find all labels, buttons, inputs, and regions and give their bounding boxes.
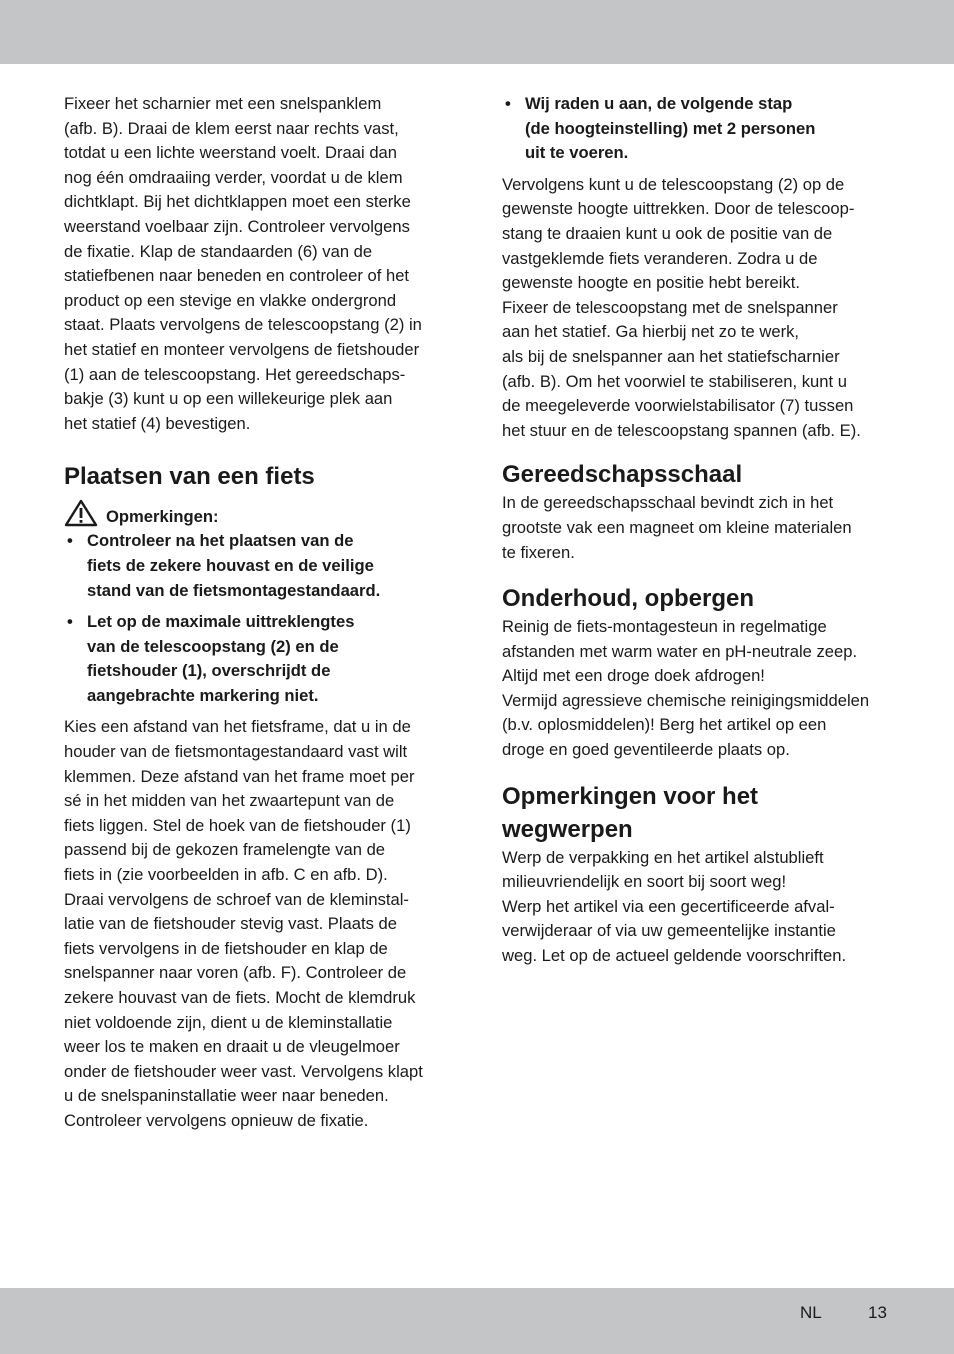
note-text: Let op de maximale uittreklengtes van de telescoopstang (2) en de fietshouder (1), overschrijdt de aangebrachte markering niet. [87, 612, 355, 705]
warning-icon [64, 499, 98, 527]
notes-label: Opmerkingen: [106, 506, 219, 526]
height-paragraph: Vervolgens kunt u de telescoopstang (2) op de gewenste hoogte uittrekken. Door de telescoop- stang te draaien kunt u ook de positie van de vastgeklemde fiets veranderen. Zodra u de gewenste hoogte en positie hebt bereikt. Fixeer de telescoopstang met de snelspanner aan het statief. Ga hierbij net zo te werk, als bij de snelspanner aan het statiefscharnier (afb. B). Om het voorwiel te stabiliseren, kunt u de meegeleverde voorwielstabilisator (7) tussen het stuur en de telescoopstang spannen (afb. E). [502, 174, 861, 440]
section-heading-gereedschapsschaal: Gereedschapsschaal [502, 461, 743, 489]
notes-header [64, 499, 456, 529]
note-bullet-1 [64, 529, 456, 603]
note-bullet-2 [64, 610, 456, 708]
page-number: 13 [868, 1303, 887, 1322]
body-paragraph: Kies een afstand van het fietsframe, dat u in de houder van de fietsmontagestandaard vast wilt klemmen. Deze afstand van het frame moet per sé in het midden van het zwaartepunt van de fiets liggen. Stel de hoek van de fietshouder (1) passend bij de gekozen framelengte van de fiets in (zie voorbeelden in afb. C en afb. D). Draai vervolgens de schroef van de kleminstal- latie van de fietshouder stevig vast. Plaats de fiets vervolgens in de fietshouder en klap de snelspanner naar voren (afb. F). Controleer de zekere houvast van de fiets. Mocht de klemdruk niet voldoende zijn, dient u de kleminstallatie weer los te maken en draait u de vleugelmoer onder de fietshouder weer vast. Vervolgens klapt u de snelspaninstallatie weer naar beneden. Controleer vervolgens opnieuw de fixatie. [64, 717, 423, 1130]
section-heading-plaatsen: Plaatsen van een fiets [64, 463, 315, 491]
section-heading-wegwerpen: Opmerkingen voor het wegwerpen [502, 782, 759, 843]
tool-paragraph: In de gereedschapsschaal bevindt zich in het grootste vak een magneet om kleine materialen te fixeren. [502, 493, 852, 562]
bullet-dot: • [67, 531, 73, 551]
section-heading-onderhoud: Onderhoud, opbergen [502, 585, 754, 613]
advice-text: Wij raden u aan, de volgende stap (de hoogteinstelling) met 2 personen uit te voeren. [525, 94, 816, 163]
right-column [502, 92, 894, 969]
left-column [64, 92, 456, 1134]
intro-paragraph: Fixeer het scharnier met een snelspanklem (afb. B). Draai de klem eerst naar rechts vast, totdat u een lichte weerstand voelt. Draai dan nog één omdraaiing verder, voordat u de klem dichtklapt. Bij het dichtklappen moet een sterke weerstand voelbaar zijn. Controleer vervolgens de fixatie. Klap de standaarden (6) van de statiefbenen naar beneden en controleer of het product op een stevige en vlakke ondergrond staat. Plaats vervolgens de telescoopstang (2) in het statief en monteer vervolgens de fietshouder (1) aan de telescoopstang. Het gereedschaps- bakje (3) kunt u op een willekeurige plek aan het statief (4) bevestigen. [64, 94, 422, 433]
bullet-dot: • [505, 94, 511, 113]
footer-language: NL [800, 1303, 822, 1322]
advice-bullet [502, 92, 894, 166]
disposal-paragraph: Werp de verpakking en het artikel alstublieft milieuvriendelijk en soort bij soort weg! Werp het artikel via een gecertificeerde afval- verwijderaar of via uw gemeentelijke instantie weg. Let op de actueel geldende voorschriften. [502, 847, 847, 966]
bullet-dot: • [67, 612, 73, 632]
maintenance-paragraph: Reinig de fiets-montagesteun in regelmatige afstanden met warm water en pH-neutrale zeep. Altijd met een droge doek afdrogen! Vermijd agressieve chemische reinigingsmiddelen (b.v. oplosmiddelen)! Berg het artikel op een droge en goed geventileerde plaats op. [502, 617, 870, 760]
header-band [0, 0, 954, 64]
note-text: Controleer na het plaatsen van de fiets de zekere houvast en de veilige stand van de fietsmontagestandaard. [87, 531, 381, 600]
